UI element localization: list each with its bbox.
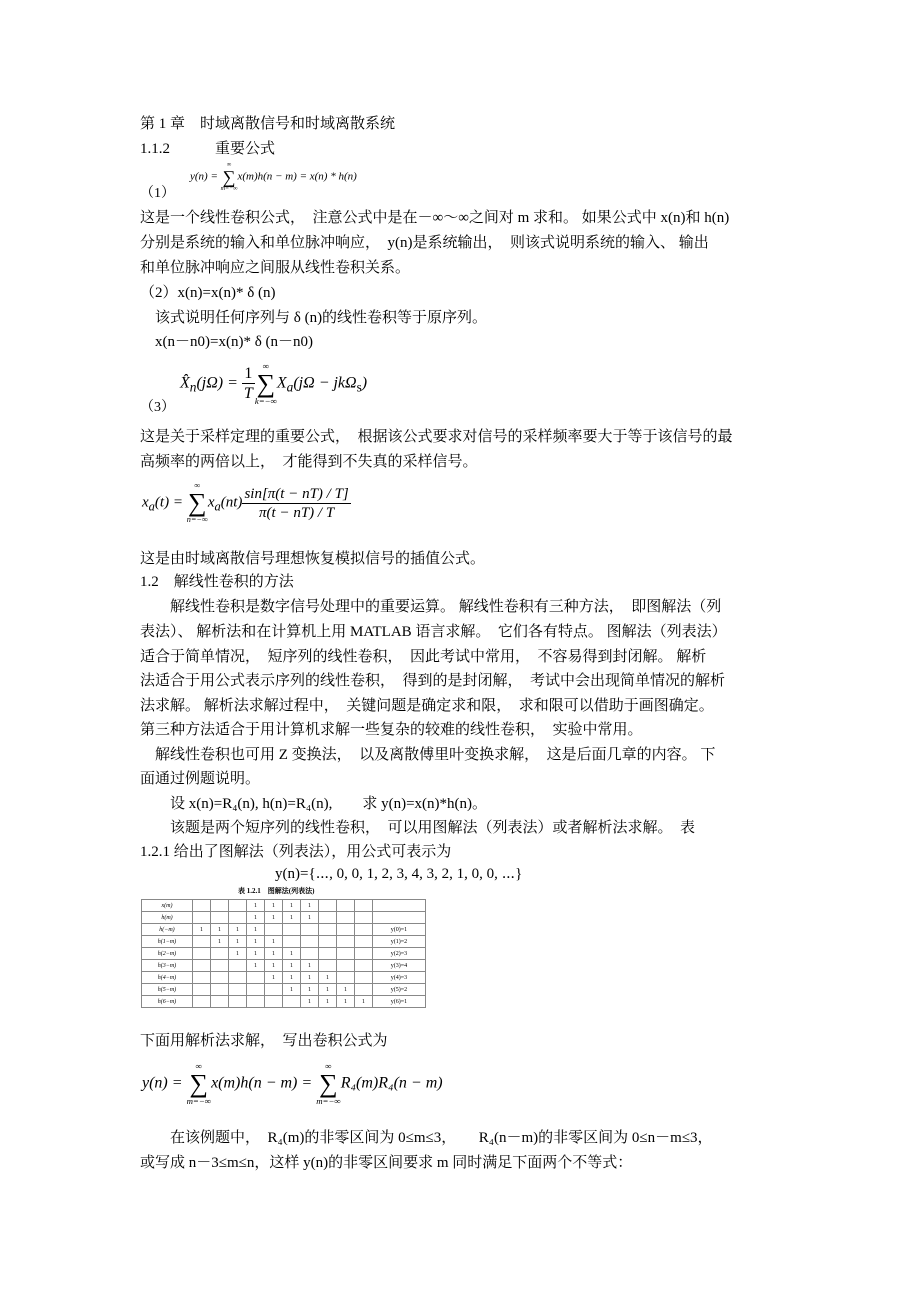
formula-convolution: y(n) = ∞ ∑ m=−∞ x(m)h(n − m) = x(n) * h(n) bbox=[190, 162, 357, 193]
table-cell bbox=[229, 912, 247, 924]
table-row bbox=[142, 936, 426, 948]
table-row bbox=[142, 972, 426, 984]
table-caption: 表 1.2.1 图解法(列表法) bbox=[238, 887, 315, 895]
table-cell: 1 bbox=[211, 924, 229, 936]
table-row bbox=[142, 996, 426, 1008]
table-cell: 1 bbox=[301, 972, 319, 984]
table-cell bbox=[319, 912, 337, 924]
table-cell bbox=[229, 960, 247, 972]
table-cell: 1 bbox=[265, 900, 283, 912]
table-cell bbox=[355, 984, 373, 996]
table-cell: h(1−m) bbox=[142, 936, 193, 948]
table-cell: 1 bbox=[229, 924, 247, 936]
table-cell bbox=[265, 984, 283, 996]
table-cell bbox=[211, 996, 229, 1008]
table-cell bbox=[193, 948, 211, 960]
table-cell bbox=[301, 924, 319, 936]
table-cell bbox=[211, 972, 229, 984]
table-cell: y(5)=2 bbox=[373, 984, 426, 996]
paragraph-line: 该题是两个短序列的线性卷积， 可以用图解法（列表法）或者解析法求解。 表 bbox=[140, 820, 696, 836]
table-cell bbox=[265, 924, 283, 936]
formula-label: （3） bbox=[140, 400, 175, 415]
table-cell: h(m) bbox=[142, 912, 193, 924]
table-cell bbox=[193, 960, 211, 972]
paragraph-line: 该式说明任何序列与 δ (n)的线性卷积等于原序列。 bbox=[140, 310, 488, 326]
table-cell bbox=[337, 960, 355, 972]
formula-label: （1） bbox=[140, 186, 175, 201]
table-cell bbox=[355, 948, 373, 960]
table-cell bbox=[319, 948, 337, 960]
table-cell: 1 bbox=[229, 936, 247, 948]
table-row bbox=[142, 900, 426, 912]
paragraph-line: 法适合于用公式表示序列的线性卷积， 得到的是封闭解， 考试中会出现简单情况的解析 bbox=[140, 673, 726, 689]
formula-delta-shift: x(n－n0)=x(n)* δ (n－n0) bbox=[140, 334, 313, 350]
table-cell bbox=[193, 912, 211, 924]
table-cell: 1 bbox=[247, 948, 265, 960]
table-cell: h(−m) bbox=[142, 924, 193, 936]
table-cell bbox=[265, 996, 283, 1008]
table-cell: 1 bbox=[283, 960, 301, 972]
table-cell: 1 bbox=[301, 900, 319, 912]
table-cell: 1 bbox=[265, 972, 283, 984]
table-cell: 1 bbox=[247, 936, 265, 948]
table-cell bbox=[193, 936, 211, 948]
table-cell bbox=[247, 972, 265, 984]
table-row bbox=[142, 924, 426, 936]
paragraph-line: 解线性卷积也可用 Z 变换法， 以及离散傅里叶变换求解， 这是后面几章的内容。 下 bbox=[140, 747, 716, 763]
table-cell: 1 bbox=[283, 948, 301, 960]
table-cell: 1 bbox=[283, 984, 301, 996]
table-cell bbox=[301, 936, 319, 948]
table-cell: h(6−m) bbox=[142, 996, 193, 1008]
table-cell bbox=[319, 960, 337, 972]
table-cell bbox=[337, 924, 355, 936]
table-cell: 1 bbox=[337, 984, 355, 996]
table-cell bbox=[211, 960, 229, 972]
table-cell: 1 bbox=[247, 960, 265, 972]
paragraph-line: 1.2.1 给出了图解法（列表法），用公式可表示为 bbox=[140, 844, 452, 860]
table-cell bbox=[355, 924, 373, 936]
formula-interpolation: $x_a(t)$ = ∞ ∑ n=−∞ $x_a(nt)$ $\frac{\sin[\pi(t - nT) / T]}{\pi(t - nT) / T}$ bbox=[142, 481, 349, 525]
table-cell: 1 bbox=[265, 912, 283, 924]
table-cell: 1 bbox=[283, 912, 301, 924]
table-cell bbox=[355, 912, 373, 924]
table-cell: 1 bbox=[319, 972, 337, 984]
table-cell bbox=[373, 912, 426, 924]
table-cell: y(2)=3 bbox=[373, 948, 426, 960]
table-row bbox=[142, 984, 426, 996]
table-cell bbox=[193, 984, 211, 996]
paragraph-line: 法求解。 解析法求解过程中， 关键问题是确定求和限， 求和限可以借助于画图确定。 bbox=[140, 698, 714, 714]
table-cell bbox=[337, 900, 355, 912]
table-cell bbox=[283, 924, 301, 936]
paragraph-line: 解线性卷积是数字信号处理中的重要运算。 解线性卷积有三种方法， 即图解法（列 bbox=[140, 599, 722, 615]
table-cell: 1 bbox=[301, 960, 319, 972]
table-cell: 1 bbox=[247, 924, 265, 936]
table-cell bbox=[337, 972, 355, 984]
graphical-convolution-table bbox=[141, 899, 426, 1008]
table-cell: 1 bbox=[247, 900, 265, 912]
chapter-heading: 第 1 章 时域离散信号和时域离散系统 bbox=[140, 116, 396, 132]
section-heading: 1.2 解线性卷积的方法 bbox=[140, 574, 294, 590]
table-cell bbox=[355, 936, 373, 948]
table-cell: h(4−m) bbox=[142, 972, 193, 984]
table-cell bbox=[229, 900, 247, 912]
sequence-result: y(n)={⋯, 0, 0, 1, 2, 3, 4, 3, 2, 1, 0, 0, ⋯} bbox=[140, 866, 523, 882]
table-cell: 1 bbox=[229, 948, 247, 960]
table-cell bbox=[211, 900, 229, 912]
paragraph-line: 高频率的两倍以上， 才能得到不失真的采样信号。 bbox=[140, 454, 478, 470]
table-cell: y(6)=1 bbox=[373, 996, 426, 1008]
paragraph-line: 这是一个线性卷积公式， 注意公式中是在－∞～∞之间对 m 求和。 如果公式中 x(n)和 h(n) bbox=[140, 210, 730, 226]
table-cell: 1 bbox=[283, 972, 301, 984]
table-cell: h(5−m) bbox=[142, 984, 193, 996]
paragraph-line: 面通过例题说明。 bbox=[140, 771, 261, 787]
table-cell: h(3−m) bbox=[142, 960, 193, 972]
table-cell bbox=[247, 996, 265, 1008]
table-cell: 1 bbox=[337, 996, 355, 1008]
table-cell bbox=[283, 936, 301, 948]
section-heading: 1.1.2 重要公式 bbox=[140, 141, 276, 157]
table-cell bbox=[211, 948, 229, 960]
table-cell bbox=[211, 912, 229, 924]
table-cell bbox=[319, 900, 337, 912]
formula-convolution-r4: y(n) = ∞ ∑ m=−∞ x(m)h(n − m) = ∞ ∑ m=−∞ R₄(m)R₄(n − m) bbox=[142, 1061, 443, 1106]
table-cell bbox=[337, 936, 355, 948]
table-cell bbox=[319, 924, 337, 936]
paragraph-line: 或写成 n－3≤m≤n，这样 y(n)的非零区间要求 m 同时满足下面两个不等式： bbox=[140, 1155, 633, 1171]
table-cell: 1 bbox=[319, 984, 337, 996]
table-cell bbox=[247, 984, 265, 996]
table-cell bbox=[283, 996, 301, 1008]
table-cell bbox=[193, 972, 211, 984]
table-cell: y(4)=3 bbox=[373, 972, 426, 984]
table-row bbox=[142, 948, 426, 960]
table-cell bbox=[229, 996, 247, 1008]
table-cell: y(0)=1 bbox=[373, 924, 426, 936]
table-cell: 1 bbox=[247, 912, 265, 924]
table-cell bbox=[193, 996, 211, 1008]
table-cell: 1 bbox=[355, 996, 373, 1008]
paragraph-line: 适合于简单情况， 短序列的线性卷积， 因此考试中常用， 不容易得到封闭解。 解析 bbox=[140, 649, 707, 665]
table-cell: x(m) bbox=[142, 900, 193, 912]
table-cell: y(1)=2 bbox=[373, 936, 426, 948]
table-cell: 1 bbox=[301, 996, 319, 1008]
table-cell: 1 bbox=[265, 948, 283, 960]
table-cell bbox=[229, 984, 247, 996]
paragraph-line: 在该例题中， R₄(m)的非零区间为 0≤m≤3， R₄(n－m)的非零区间为 0≤n－m≤3， bbox=[140, 1130, 713, 1146]
table-cell: 1 bbox=[193, 924, 211, 936]
table-row bbox=[142, 912, 426, 924]
table-cell: 1 bbox=[265, 960, 283, 972]
paragraph-line: 表法）、 解析法和在计算机上用 MATLAB 语言求解。 它们各有特点。 图解法（列表法） bbox=[140, 624, 727, 640]
paragraph-line: 分别是系统的输入和单位脉冲响应， y(n)是系统输出， 则该式说明系统的输入、 输出 bbox=[140, 235, 709, 251]
table-cell bbox=[355, 960, 373, 972]
paragraph-line: 第三种方法适合于用计算机求解一些复杂的较难的线性卷积， 实验中常用。 bbox=[140, 722, 643, 738]
table-cell bbox=[193, 900, 211, 912]
table-cell: 1 bbox=[211, 936, 229, 948]
table-cell: 1 bbox=[301, 912, 319, 924]
table-cell bbox=[337, 912, 355, 924]
paragraph-line: 下面用解析法求解， 写出卷积公式为 bbox=[140, 1033, 388, 1049]
paragraph-line: 这是关于采样定理的重要公式， 根据该公式要求对信号的采样频率要大于等于该信号的最 bbox=[140, 429, 733, 445]
table-cell bbox=[355, 900, 373, 912]
table-cell bbox=[301, 948, 319, 960]
paragraph-line: 设 x(n)=R₄(n), h(n)=R₄(n), 求 y(n)=x(n)*h(n)。 bbox=[140, 796, 488, 812]
table-cell bbox=[355, 972, 373, 984]
table-cell: y(3)=4 bbox=[373, 960, 426, 972]
table-cell: 1 bbox=[283, 900, 301, 912]
table-cell: 1 bbox=[301, 984, 319, 996]
table-cell: h(2−m) bbox=[142, 948, 193, 960]
formula-delta: （2）x(n)=x(n)* δ (n) bbox=[140, 285, 276, 301]
table-cell bbox=[319, 936, 337, 948]
paragraph-line: 和单位脉冲响应之间服从线性卷积关系。 bbox=[140, 260, 411, 276]
table-cell: 1 bbox=[319, 996, 337, 1008]
table-row bbox=[142, 960, 426, 972]
table-cell bbox=[211, 984, 229, 996]
table-cell bbox=[229, 972, 247, 984]
table-cell: 1 bbox=[265, 936, 283, 948]
table-cell bbox=[373, 900, 426, 912]
table-cell bbox=[337, 948, 355, 960]
paragraph-line: 这是由时域离散信号理想恢复模拟信号的插值公式。 bbox=[140, 551, 486, 567]
formula-sampling: $X̂_n(j\Omega)$ = $\frac{1}{T}$ ∞ ∑ k=−∞ $X_a(j\Omega - jk\Omega_s)$ bbox=[180, 361, 368, 406]
